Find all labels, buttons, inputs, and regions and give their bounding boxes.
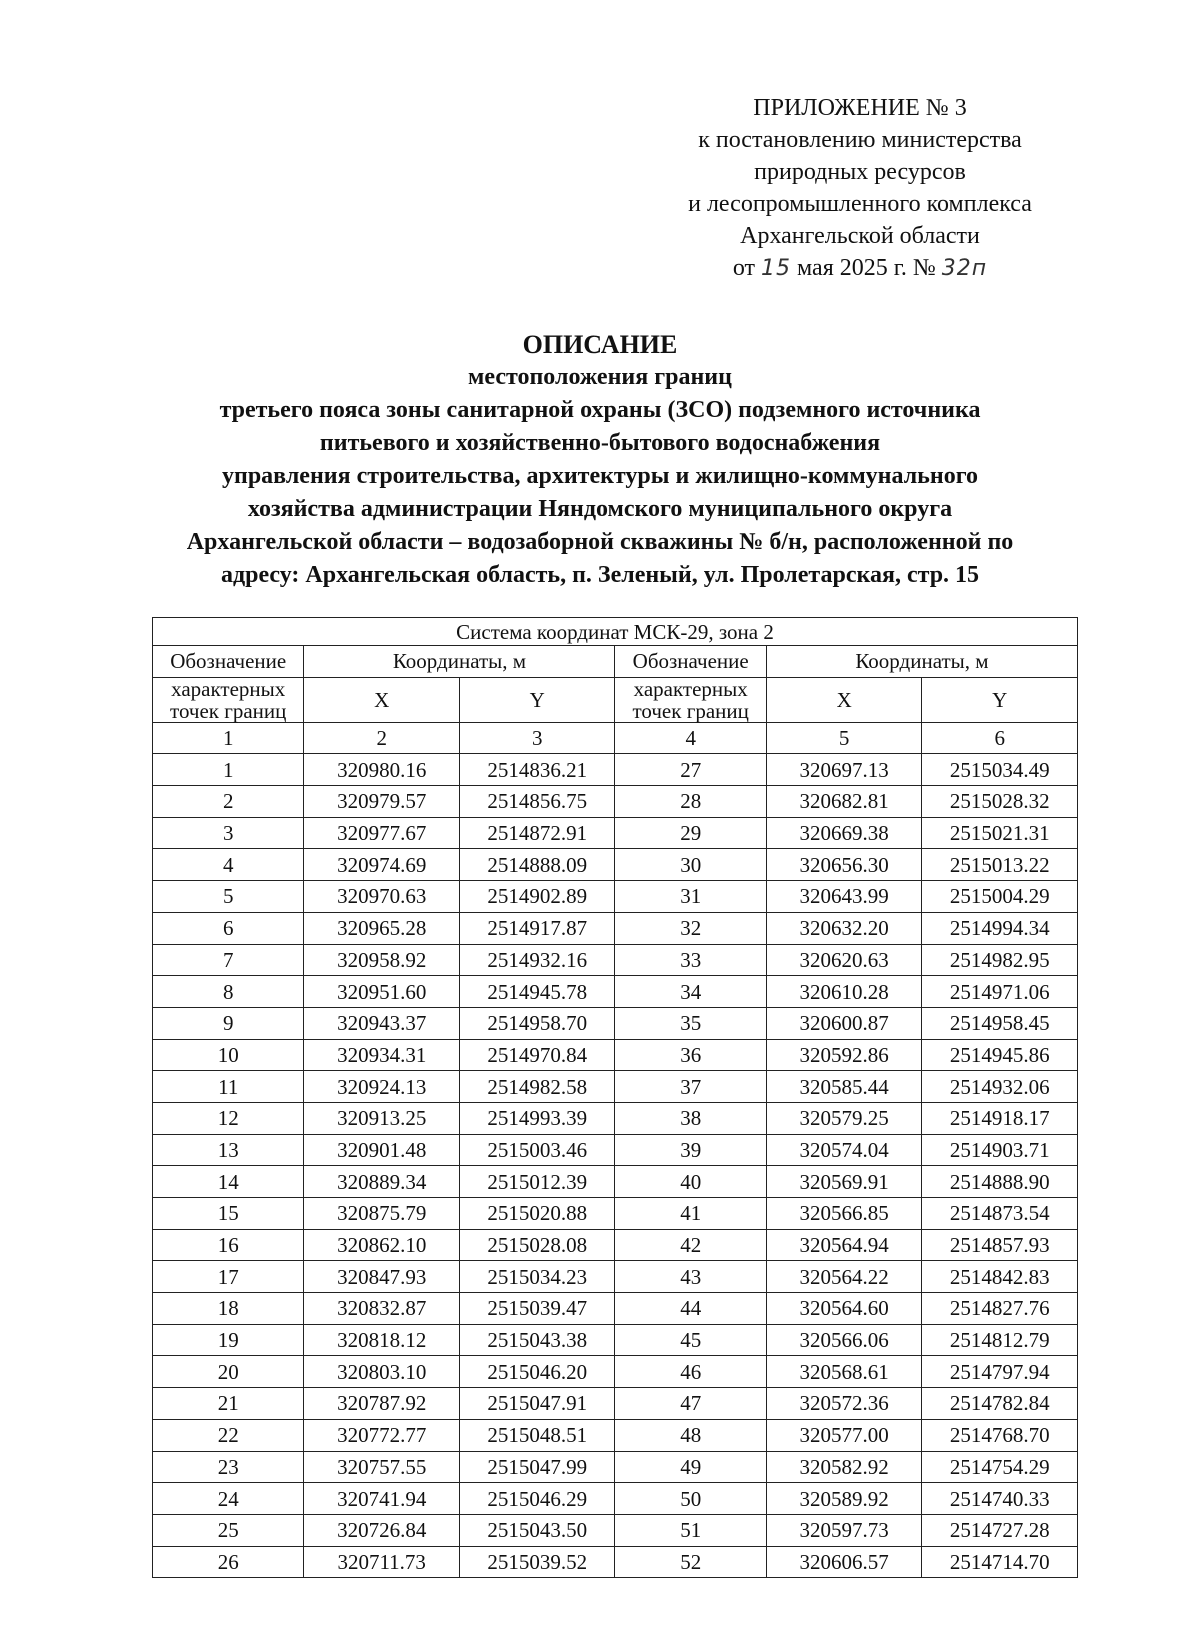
table-row	[153, 786, 1078, 818]
point-id-cell: 47	[615, 1388, 766, 1420]
point-id-cell: 13	[153, 1134, 304, 1166]
point-id-cell: 19	[153, 1324, 304, 1356]
header-point-line3: точек границ	[632, 698, 749, 723]
point-id-cell: 42	[615, 1229, 766, 1261]
y-coord-cell: 2515039.47	[459, 1293, 615, 1325]
x-coord-cell: 320832.87	[304, 1293, 460, 1325]
y-coord-cell: 2514945.86	[922, 1039, 1078, 1071]
table-row	[153, 1261, 1078, 1293]
title-line: хозяйства администрации Няндомского муниципального округа	[247, 496, 953, 522]
y-coord-cell: 2514993.39	[459, 1102, 615, 1134]
point-id-cell: 36	[615, 1039, 766, 1071]
y-coord-cell: 2515028.08	[459, 1229, 615, 1261]
y-coord-cell: 2515004.29	[922, 881, 1078, 913]
point-id-cell: 3	[153, 817, 304, 849]
table-row	[153, 1388, 1078, 1420]
point-id-cell: 39	[615, 1134, 766, 1166]
y-coord-cell: 2514932.16	[459, 944, 615, 976]
title-line: адресу: Архангельская область, п. Зеленый, ул. Пролетарская, стр. 15	[220, 562, 980, 588]
x-coord-cell: 320592.86	[766, 1039, 922, 1071]
header-point-right-cont	[615, 677, 766, 722]
appendix-date-line	[640, 252, 1080, 285]
y-coord-cell: 2515048.51	[459, 1419, 615, 1451]
point-id-cell: 1	[153, 754, 304, 786]
table-row	[153, 1451, 1078, 1483]
y-coord-cell: 2515013.22	[922, 849, 1078, 881]
x-coord-cell: 320979.57	[304, 786, 460, 818]
point-id-cell: 8	[153, 976, 304, 1008]
y-coord-cell: 2515046.20	[459, 1356, 615, 1388]
y-coord-cell: 2514842.83	[922, 1261, 1078, 1293]
y-coord-cell: 2514982.58	[459, 1071, 615, 1103]
col-number: 1	[153, 722, 304, 754]
x-coord-cell: 320697.13	[766, 754, 922, 786]
y-coord-cell: 2515012.39	[459, 1166, 615, 1198]
point-id-cell: 18	[153, 1293, 304, 1325]
x-coord-cell: 320585.44	[766, 1071, 922, 1103]
table-row	[153, 1102, 1078, 1134]
point-id-cell: 35	[615, 1007, 766, 1039]
point-id-cell: 5	[153, 881, 304, 913]
point-id-cell: 41	[615, 1198, 766, 1230]
x-coord-cell: 320901.48	[304, 1134, 460, 1166]
y-coord-cell: 2515039.52	[459, 1546, 615, 1578]
appendix-line-region: Архангельской области	[740, 223, 980, 249]
x-coord-cell: 320951.60	[304, 976, 460, 1008]
point-id-cell: 33	[615, 944, 766, 976]
col-number: 4	[615, 722, 766, 754]
point-id-cell: 49	[615, 1451, 766, 1483]
y-coord-cell: 2515043.50	[459, 1514, 615, 1546]
header-point-left-cont	[153, 677, 304, 722]
y-coord-cell: 2515047.99	[459, 1451, 615, 1483]
point-id-cell: 29	[615, 817, 766, 849]
y-coord-cell: 2514827.76	[922, 1293, 1078, 1325]
table-row	[153, 1356, 1078, 1388]
y-coord-cell: 2515043.38	[459, 1324, 615, 1356]
y-coord-cell: 2514888.90	[922, 1166, 1078, 1198]
y-coord-cell: 2515046.29	[459, 1483, 615, 1515]
col-number: 3	[459, 722, 615, 754]
y-coord-cell: 2514932.06	[922, 1071, 1078, 1103]
x-coord-cell: 320970.63	[304, 881, 460, 913]
col-number: 6	[922, 722, 1078, 754]
point-id-cell: 40	[615, 1166, 766, 1198]
point-id-cell: 34	[615, 976, 766, 1008]
header-y-left: Y	[459, 677, 615, 722]
header-coords-left: Координаты, м	[304, 646, 615, 678]
header-coords-right: Координаты, м	[766, 646, 1077, 678]
point-id-cell: 32	[615, 912, 766, 944]
x-coord-cell: 320620.63	[766, 944, 922, 976]
y-coord-cell: 2514714.70	[922, 1546, 1078, 1578]
x-coord-cell: 320566.85	[766, 1198, 922, 1230]
y-coord-cell: 2514754.29	[922, 1451, 1078, 1483]
table-row	[153, 754, 1078, 786]
point-id-cell: 12	[153, 1102, 304, 1134]
x-coord-cell: 320772.77	[304, 1419, 460, 1451]
x-coord-cell: 320924.13	[304, 1071, 460, 1103]
y-coord-cell: 2514903.71	[922, 1134, 1078, 1166]
point-id-cell: 46	[615, 1356, 766, 1388]
table-caption: Система координат МСК-29, зона 2	[153, 618, 1078, 646]
x-coord-cell: 320682.81	[766, 786, 922, 818]
y-coord-cell: 2514971.06	[922, 976, 1078, 1008]
x-coord-cell: 320632.20	[766, 912, 922, 944]
point-id-cell: 28	[615, 786, 766, 818]
y-coord-cell: 2515003.46	[459, 1134, 615, 1166]
title-line: третьего пояса зоны санитарной охраны (ЗСО) подземного источника	[219, 397, 981, 423]
y-coord-cell: 2514970.84	[459, 1039, 615, 1071]
point-id-cell: 24	[153, 1483, 304, 1515]
x-coord-cell: 320564.60	[766, 1293, 922, 1325]
point-id-cell: 7	[153, 944, 304, 976]
table-row	[153, 1071, 1078, 1103]
document-title	[100, 328, 1100, 592]
y-coord-cell: 2514945.78	[459, 976, 615, 1008]
table-row	[153, 1514, 1078, 1546]
y-coord-cell: 2514797.94	[922, 1356, 1078, 1388]
x-coord-cell: 320572.36	[766, 1388, 922, 1420]
table-row	[153, 976, 1078, 1008]
point-id-cell: 15	[153, 1198, 304, 1230]
y-coord-cell: 2514782.84	[922, 1388, 1078, 1420]
x-coord-cell: 320711.73	[304, 1546, 460, 1578]
point-id-cell: 38	[615, 1102, 766, 1134]
y-coord-cell: 2514888.09	[459, 849, 615, 881]
point-id-cell: 50	[615, 1483, 766, 1515]
table-row	[153, 1546, 1078, 1578]
handwritten-doc-number: 32п	[941, 256, 988, 281]
y-coord-cell: 2514856.75	[459, 786, 615, 818]
point-id-cell: 17	[153, 1261, 304, 1293]
table-row	[153, 881, 1078, 913]
x-coord-cell: 320803.10	[304, 1356, 460, 1388]
y-coord-cell: 2515020.88	[459, 1198, 615, 1230]
x-coord-cell: 320757.55	[304, 1451, 460, 1483]
point-id-cell: 20	[153, 1356, 304, 1388]
x-coord-cell: 320600.87	[766, 1007, 922, 1039]
y-coord-cell: 2514872.91	[459, 817, 615, 849]
header-x-left: X	[304, 677, 460, 722]
y-coord-cell: 2514836.21	[459, 754, 615, 786]
x-coord-cell: 320669.38	[766, 817, 922, 849]
y-coord-cell: 2515034.49	[922, 754, 1078, 786]
appendix-line-resolution: к постановлению министерства	[698, 127, 1022, 153]
x-coord-cell: 320913.25	[304, 1102, 460, 1134]
y-coord-cell: 2514812.79	[922, 1324, 1078, 1356]
x-coord-cell: 320579.25	[766, 1102, 922, 1134]
point-id-cell: 16	[153, 1229, 304, 1261]
point-id-cell: 9	[153, 1007, 304, 1039]
header-point-line2: характерных	[633, 676, 748, 701]
x-coord-cell: 320568.61	[766, 1356, 922, 1388]
y-coord-cell: 2514873.54	[922, 1198, 1078, 1230]
x-coord-cell: 320574.04	[766, 1134, 922, 1166]
title-line: Архангельской области – водозаборной скважины № б/н, расположенной по	[186, 529, 1014, 555]
header-point-line3: точек границ	[170, 698, 287, 723]
date-middle: мая 2025 г. №	[797, 255, 936, 281]
point-id-cell: 48	[615, 1419, 766, 1451]
coordinates-table	[152, 617, 1078, 1578]
x-coord-cell: 320656.30	[766, 849, 922, 881]
point-id-cell: 6	[153, 912, 304, 944]
handwritten-day: 15	[761, 256, 792, 281]
table-row	[153, 1293, 1078, 1325]
col-number: 2	[304, 722, 460, 754]
x-coord-cell: 320862.10	[304, 1229, 460, 1261]
y-coord-cell: 2514917.87	[459, 912, 615, 944]
x-coord-cell: 320610.28	[766, 976, 922, 1008]
x-coord-cell: 320980.16	[304, 754, 460, 786]
appendix-header	[640, 92, 1080, 285]
point-id-cell: 27	[615, 754, 766, 786]
table-row	[153, 944, 1078, 976]
point-id-cell: 2	[153, 786, 304, 818]
x-coord-cell: 320564.94	[766, 1229, 922, 1261]
title-line: питьевого и хозяйственно-бытового водоснабжения	[319, 430, 881, 456]
appendix-number: ПРИЛОЖЕНИЕ № 3	[753, 95, 967, 121]
x-coord-cell: 320564.22	[766, 1261, 922, 1293]
appendix-line-resources: природных ресурсов	[754, 159, 966, 185]
x-coord-cell: 320569.91	[766, 1166, 922, 1198]
point-id-cell: 45	[615, 1324, 766, 1356]
x-coord-cell: 320889.34	[304, 1166, 460, 1198]
header-point-line2: характерных	[171, 676, 286, 701]
y-coord-cell: 2514958.45	[922, 1007, 1078, 1039]
x-coord-cell: 320741.94	[304, 1483, 460, 1515]
y-coord-cell: 2514740.33	[922, 1483, 1078, 1515]
point-id-cell: 30	[615, 849, 766, 881]
point-id-cell: 31	[615, 881, 766, 913]
header-point-right: Обозначение	[615, 646, 766, 678]
table-row	[153, 1198, 1078, 1230]
y-coord-cell: 2515047.91	[459, 1388, 615, 1420]
col-number: 5	[766, 722, 922, 754]
y-coord-cell: 2515021.31	[922, 817, 1078, 849]
header-y-right: Y	[922, 677, 1078, 722]
y-coord-cell: 2514982.95	[922, 944, 1078, 976]
x-coord-cell: 320589.92	[766, 1483, 922, 1515]
table-body	[153, 754, 1078, 1578]
title-line: местоположения границ	[468, 364, 732, 390]
point-id-cell: 14	[153, 1166, 304, 1198]
x-coord-cell: 320582.92	[766, 1451, 922, 1483]
point-id-cell: 11	[153, 1071, 304, 1103]
x-coord-cell: 320787.92	[304, 1388, 460, 1420]
x-coord-cell: 320597.73	[766, 1514, 922, 1546]
x-coord-cell: 320847.93	[304, 1261, 460, 1293]
y-coord-cell: 2514727.28	[922, 1514, 1078, 1546]
x-coord-cell: 320965.28	[304, 912, 460, 944]
x-coord-cell: 320818.12	[304, 1324, 460, 1356]
header-x-right: X	[766, 677, 922, 722]
y-coord-cell: 2514918.17	[922, 1102, 1078, 1134]
header-point-left: Обозначение	[153, 646, 304, 678]
point-id-cell: 43	[615, 1261, 766, 1293]
point-id-cell: 44	[615, 1293, 766, 1325]
point-id-cell: 52	[615, 1546, 766, 1578]
y-coord-cell: 2514857.93	[922, 1229, 1078, 1261]
table-row	[153, 849, 1078, 881]
y-coord-cell: 2515028.32	[922, 786, 1078, 818]
x-coord-cell: 320943.37	[304, 1007, 460, 1039]
x-coord-cell: 320958.92	[304, 944, 460, 976]
point-id-cell: 23	[153, 1451, 304, 1483]
appendix-line-complex: и лесопромышленного комплекса	[688, 191, 1032, 217]
table-row	[153, 1419, 1078, 1451]
x-coord-cell: 320726.84	[304, 1514, 460, 1546]
point-id-cell: 21	[153, 1388, 304, 1420]
title-line: управления строительства, архитектуры и жилищно-коммунального	[222, 463, 978, 489]
x-coord-cell: 320875.79	[304, 1198, 460, 1230]
point-id-cell: 51	[615, 1514, 766, 1546]
point-id-cell: 37	[615, 1071, 766, 1103]
table-row	[153, 1483, 1078, 1515]
x-coord-cell: 320577.00	[766, 1419, 922, 1451]
x-coord-cell: 320566.06	[766, 1324, 922, 1356]
table-row	[153, 1039, 1078, 1071]
y-coord-cell: 2514994.34	[922, 912, 1078, 944]
x-coord-cell: 320606.57	[766, 1546, 922, 1578]
x-coord-cell: 320643.99	[766, 881, 922, 913]
date-prefix: от	[732, 255, 756, 281]
title-main: ОПИСАНИЕ	[522, 330, 678, 359]
y-coord-cell: 2514958.70	[459, 1007, 615, 1039]
table-row	[153, 1229, 1078, 1261]
point-id-cell: 25	[153, 1514, 304, 1546]
table-row	[153, 1166, 1078, 1198]
x-coord-cell: 320974.69	[304, 849, 460, 881]
point-id-cell: 4	[153, 849, 304, 881]
x-coord-cell: 320934.31	[304, 1039, 460, 1071]
x-coord-cell: 320977.67	[304, 817, 460, 849]
y-coord-cell: 2514902.89	[459, 881, 615, 913]
table-row	[153, 912, 1078, 944]
point-id-cell: 26	[153, 1546, 304, 1578]
table-row	[153, 817, 1078, 849]
y-coord-cell: 2514768.70	[922, 1419, 1078, 1451]
table-row	[153, 1134, 1078, 1166]
table-row	[153, 1007, 1078, 1039]
point-id-cell: 22	[153, 1419, 304, 1451]
point-id-cell: 10	[153, 1039, 304, 1071]
y-coord-cell: 2515034.23	[459, 1261, 615, 1293]
table-row	[153, 1324, 1078, 1356]
